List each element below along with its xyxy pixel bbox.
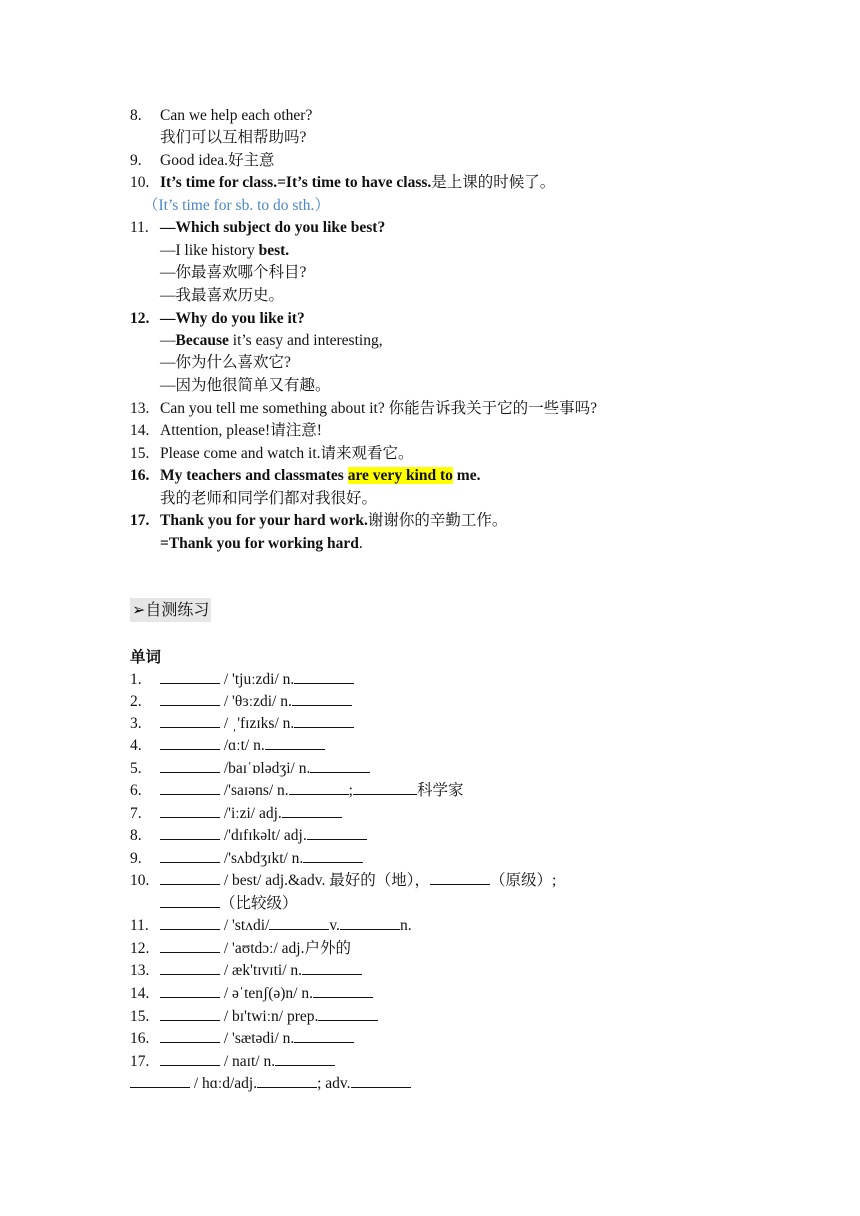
item-number: 5. (130, 760, 142, 777)
answer-blank[interactable] (318, 1006, 378, 1021)
answer-blank[interactable] (269, 915, 329, 930)
item-number: 17. (130, 512, 150, 529)
item-number: 16. (130, 467, 150, 484)
item-number: 9. (130, 152, 142, 169)
word-row (130, 669, 354, 691)
sentence-text: Can you tell me something about it? 你能告诉我关于它的一些事吗? (160, 400, 597, 417)
sentence-9 (130, 150, 275, 172)
answer (160, 330, 383, 352)
answer-blank[interactable] (313, 983, 373, 998)
answer-translation: —我最喜欢历史。 (160, 287, 285, 304)
equivalent-sentence: =Thank you for working hard (160, 535, 359, 552)
item-number: 15. (130, 445, 150, 462)
answer-bold: best. (258, 242, 290, 259)
word-row (130, 713, 354, 735)
phonetic: / best/ adj.&adv. 最好的（地）， (220, 872, 430, 889)
item-number: 11. (130, 219, 149, 236)
sentence-14 (130, 420, 322, 442)
grammar-note: （It’s time for sb. to do sth.） (143, 197, 330, 214)
part-of-speech: n. (399, 917, 412, 934)
sentence-13 (130, 398, 597, 420)
item-number: 11. (130, 917, 149, 934)
separator: ; (348, 782, 353, 799)
answer-blank[interactable] (160, 780, 220, 795)
word-row (130, 960, 362, 982)
answer-blank[interactable] (294, 1028, 354, 1043)
item-number: 4. (130, 737, 142, 754)
answer-blank[interactable] (160, 893, 220, 908)
phonetic: /'saɪəns/ n. (220, 782, 289, 799)
phonetic: / əˈtenʃ(ə)n/ n. (220, 985, 313, 1002)
sentence-english: Can we help each other? (160, 107, 313, 124)
phonetic: / hɑːd/adj. (190, 1075, 258, 1092)
answer-bold: Because (175, 332, 229, 349)
phonetic: /'iːzi/ adj. (220, 805, 282, 822)
item-number: 1. (130, 671, 142, 688)
word-row (130, 691, 352, 713)
sentence-8 (130, 105, 312, 127)
word-row (130, 780, 464, 802)
item-number: 13. (130, 400, 150, 417)
sentence-8-translation: 我们可以互相帮助吗? (160, 129, 307, 146)
answer-blank[interactable] (351, 1073, 411, 1088)
answer-translation: —因为他很简单又有趣。 (160, 377, 331, 394)
item-number: 14. (130, 985, 150, 1002)
meaning: （比较级） (220, 895, 298, 912)
answer (160, 240, 289, 262)
answer-blank[interactable] (282, 803, 342, 818)
answer-text: it’s easy and interesting, (228, 332, 383, 349)
item-number: 7. (130, 805, 142, 822)
sentence-17-equivalent (160, 533, 363, 555)
answer-blank[interactable] (307, 825, 367, 840)
answer-blank[interactable] (160, 848, 220, 863)
phonetic: / 'stʌdi/ (220, 917, 270, 934)
word-row (130, 938, 351, 960)
word-row (130, 1028, 354, 1050)
phonetic: /ɑːt/ n. (220, 737, 265, 754)
phonetic: / 'tjuːzdi/ n. (220, 671, 295, 688)
answer-blank[interactable] (160, 915, 220, 930)
sentence-english: It’s time for class.=It’s time to have class. (160, 174, 432, 191)
item-number: 3. (130, 715, 142, 732)
sentence-english: Thank you for your hard work. (160, 512, 368, 529)
sentence-translation: 是上课的时候了。 (431, 174, 556, 191)
sentence-english-end: me. (452, 467, 481, 484)
answer-blank[interactable] (294, 713, 354, 728)
section-title: ➢自测练习 (130, 598, 211, 622)
phonetic: / æk'tɪvɪti/ n. (220, 962, 303, 979)
answer-blank[interactable] (275, 1051, 335, 1066)
answer-blank[interactable] (340, 915, 400, 930)
answer-blank[interactable] (292, 691, 352, 706)
sentence-17 (130, 510, 507, 532)
item-number: 17. (130, 1053, 150, 1070)
item-number: 6. (130, 782, 142, 799)
answer-blank[interactable] (160, 825, 220, 840)
question: —Which subject do you like best? (160, 219, 386, 236)
answer-text: —I like history (160, 242, 259, 259)
item-number: 2. (130, 693, 142, 710)
phonetic: / ˌ'fɪzɪks/ n. (220, 715, 295, 732)
word-row (130, 983, 373, 1005)
sentence-11 (130, 217, 385, 239)
sentence-text: Attention, please!请注意! (160, 422, 322, 439)
word-row (130, 825, 367, 847)
phonetic: / bɪ'twiːn/ prep. (220, 1008, 319, 1025)
sentence-text: Please come and watch it.请来观看它。 (160, 445, 414, 462)
item-number: 10. (130, 174, 150, 191)
item-number: 8. (130, 827, 142, 844)
item-number: 14. (130, 422, 150, 439)
answer-blank[interactable] (160, 713, 220, 728)
sentence-16-translation: 我的老师和同学们都对我很好。 (160, 490, 378, 507)
phonetic: /'dɪfɪkəlt/ adj. (220, 827, 307, 844)
phonetic: / 'aʊtdɔː/ adj.户外的 (220, 940, 351, 957)
answer-blank[interactable] (160, 1051, 220, 1066)
meaning: （原级）; (489, 872, 557, 889)
meaning: 科学家 (416, 782, 464, 799)
sentence-text: Good idea.好主意 (160, 152, 275, 169)
sentence-10 (130, 172, 555, 194)
word-row-continuation (130, 893, 298, 915)
answer-blank[interactable] (289, 780, 349, 795)
sentence-15 (130, 443, 414, 465)
answer-blank[interactable] (160, 960, 220, 975)
item-number: 10. (130, 872, 150, 889)
answer-blank[interactable] (160, 803, 220, 818)
answer-dash: — (160, 332, 176, 349)
question-translation: —你为什么喜欢它? (160, 354, 291, 371)
word-row (130, 870, 556, 892)
word-row (130, 735, 325, 757)
phonetic: /baɪˈɒlədʒi/ n. (220, 760, 311, 777)
word-row (130, 1073, 411, 1095)
answer-blank[interactable] (265, 735, 325, 750)
part-of-speech: v. (329, 917, 340, 934)
equivalent-period: . (358, 535, 363, 552)
word-row (130, 803, 342, 825)
item-number: 12. (130, 940, 150, 957)
answer-blank[interactable] (160, 870, 220, 885)
answer-blank[interactable] (160, 1028, 220, 1043)
item-number: 15. (130, 1008, 150, 1025)
question-translation: —你最喜欢哪个科目? (160, 264, 307, 281)
answer-blank[interactable] (130, 1073, 190, 1088)
answer-blank[interactable] (160, 983, 220, 998)
item-number: 12. (130, 310, 150, 327)
answer-blank[interactable] (160, 691, 220, 706)
answer-blank[interactable] (310, 758, 370, 773)
phonetic: /'sʌbdʒɪkt/ n. (220, 850, 304, 867)
word-row (130, 1006, 378, 1028)
item-number: 8. (130, 107, 142, 124)
sentence-12 (130, 308, 305, 330)
answer-blank[interactable] (160, 735, 220, 750)
part-of-speech: ; adv. (317, 1075, 351, 1092)
answer-blank[interactable] (160, 1006, 220, 1021)
highlighted-phrase: are very kind to (347, 467, 453, 484)
answer-blank[interactable] (294, 669, 354, 684)
answer-blank[interactable] (160, 758, 220, 773)
words-title: 单词 (130, 648, 162, 666)
item-number: 16. (130, 1030, 150, 1047)
answer-blank[interactable] (160, 669, 220, 684)
phonetic: / 'sætədi/ n. (220, 1030, 295, 1047)
word-row (130, 848, 363, 870)
answer-blank[interactable] (353, 780, 417, 795)
phonetic: / naɪt/ n. (220, 1053, 276, 1070)
answer-blank[interactable] (430, 870, 490, 885)
word-row (130, 758, 370, 780)
phonetic: / 'θɜːzdi/ n. (220, 693, 292, 710)
answer-blank[interactable] (302, 960, 362, 975)
item-number: 13. (130, 962, 150, 979)
question: —Why do you like it? (160, 310, 305, 327)
word-row (130, 1051, 335, 1073)
item-number: 9. (130, 850, 142, 867)
answer-blank[interactable] (160, 938, 220, 953)
sentence-english: My teachers and classmates (160, 467, 348, 484)
sentence-translation: 谢谢你的辛勤工作。 (367, 512, 508, 529)
answer-blank[interactable] (257, 1073, 317, 1088)
answer-blank[interactable] (303, 848, 363, 863)
word-row (130, 915, 412, 937)
sentence-16 (130, 465, 480, 487)
